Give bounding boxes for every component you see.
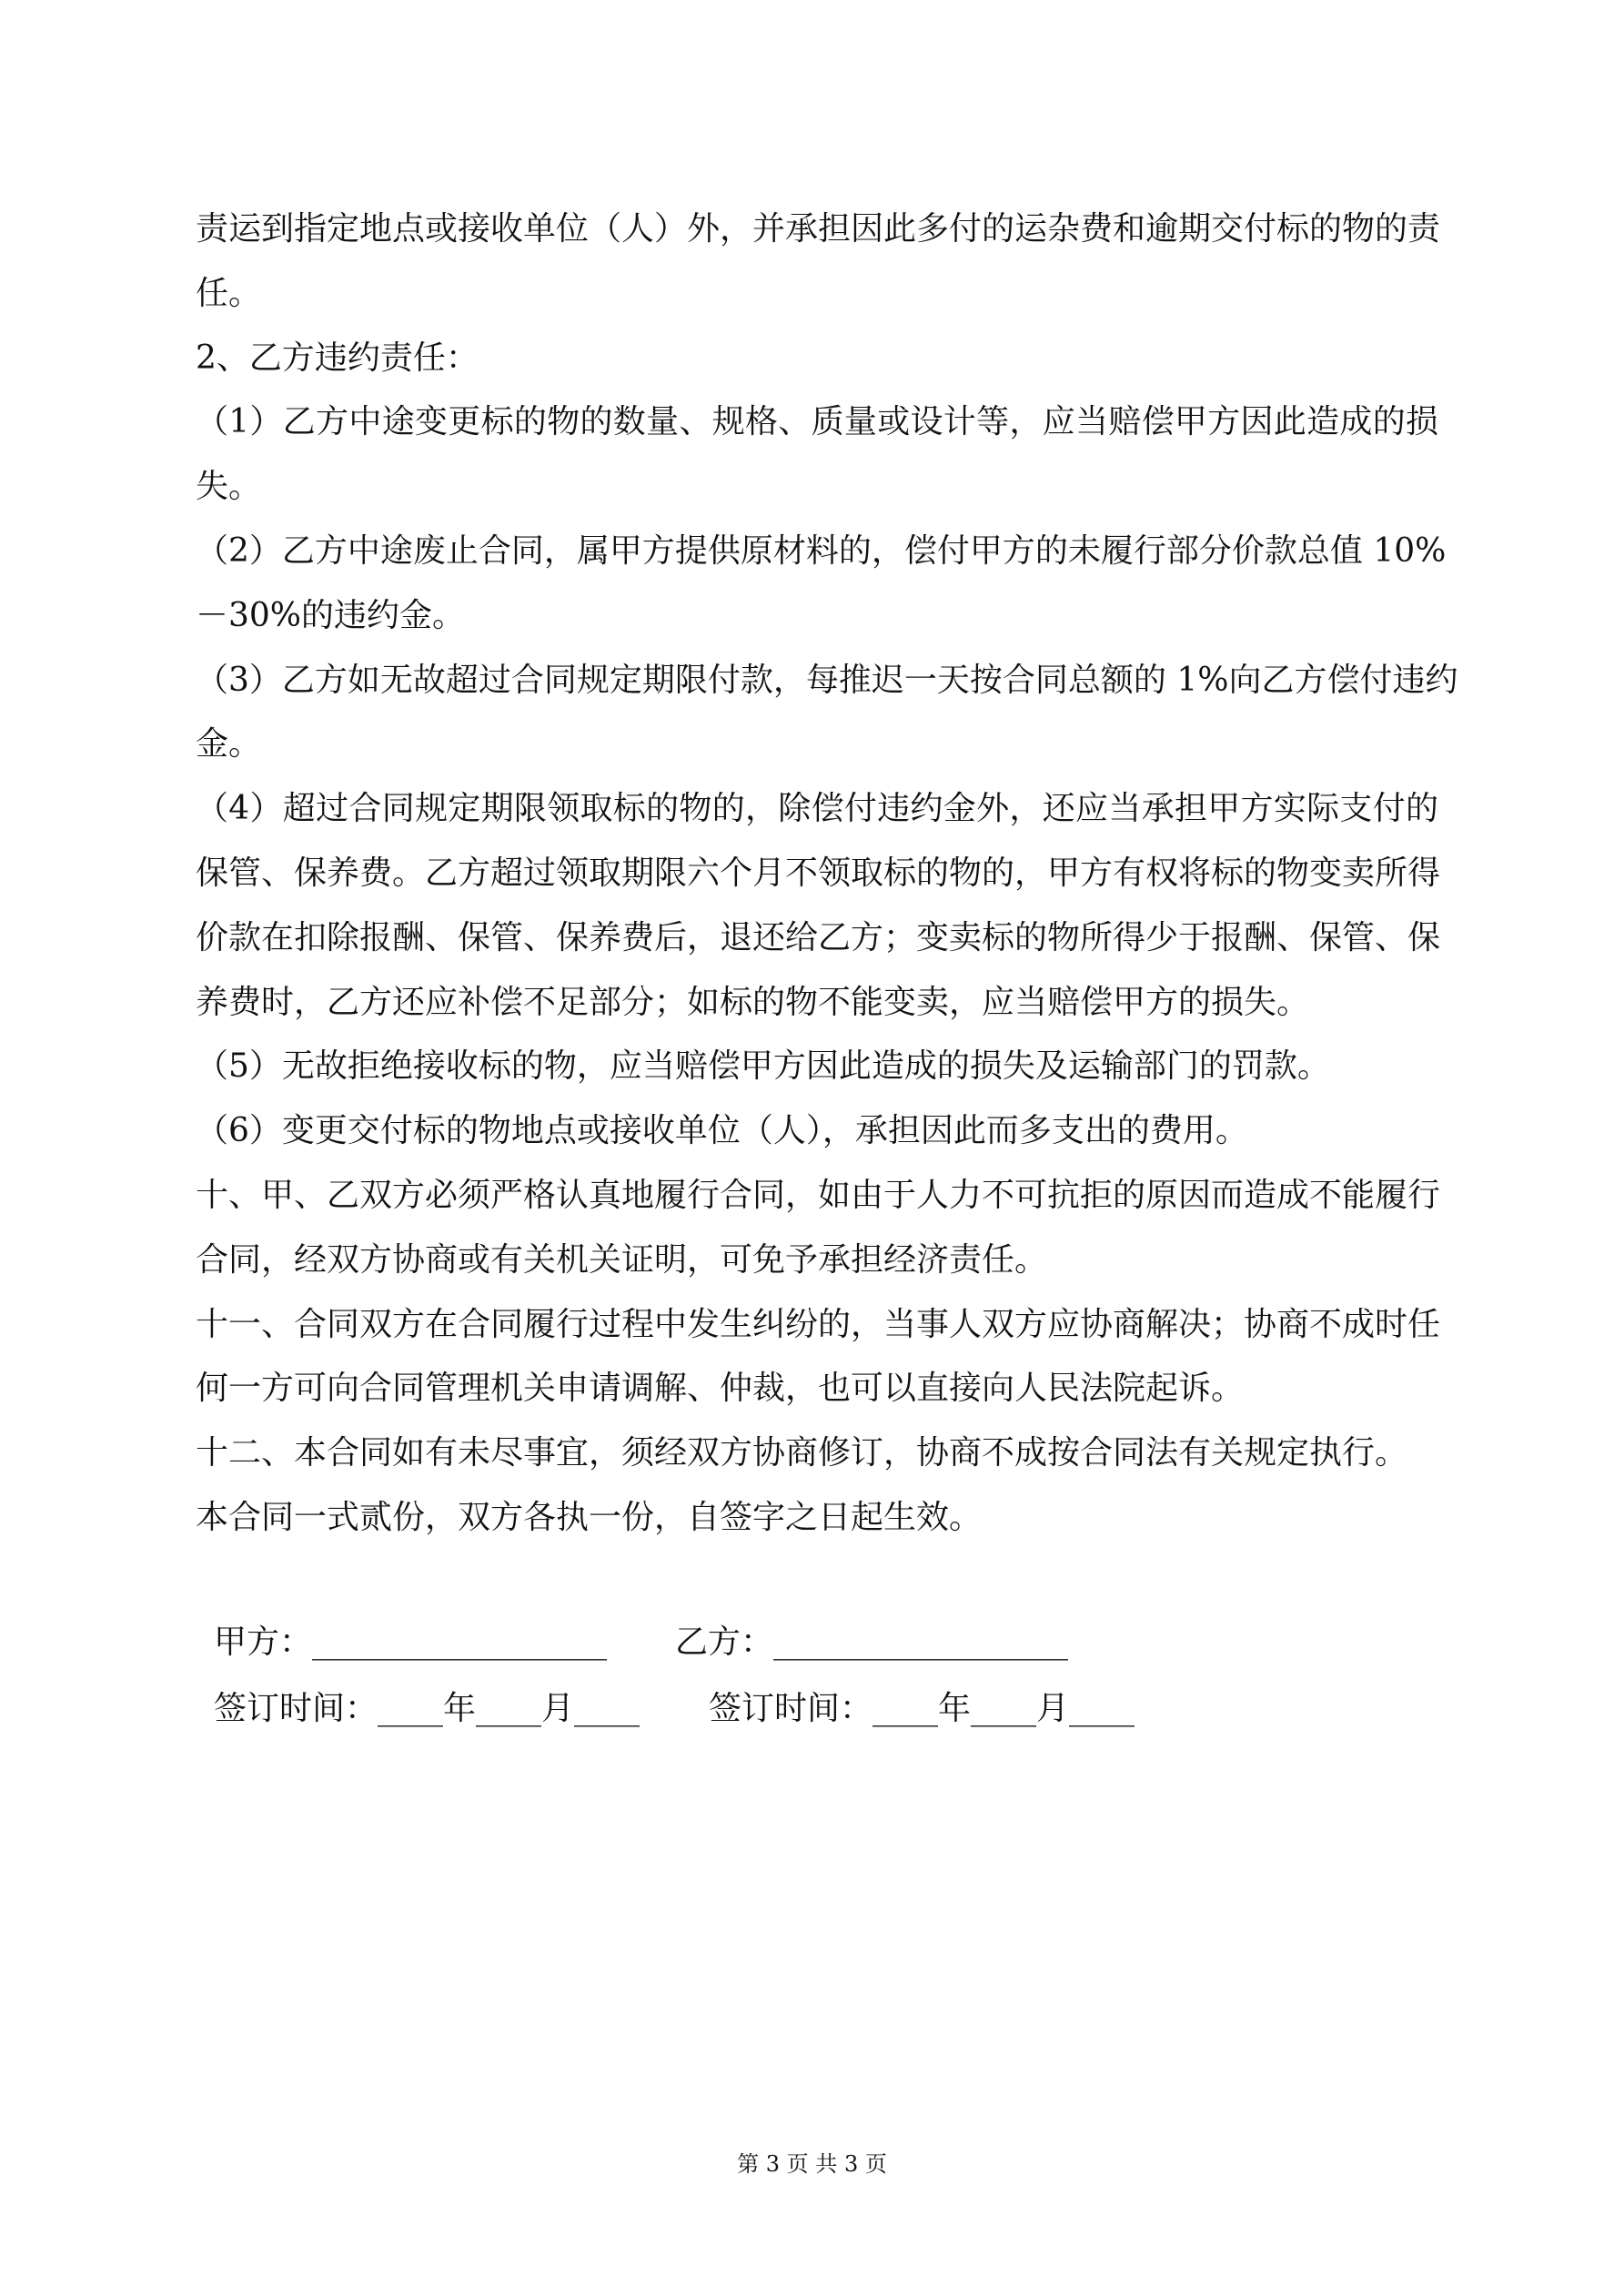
text-line: （6）变更交付标的物地点或接收单位（人），承担因此而多支出的费用。 [196, 1112, 1248, 1149]
party-b-date-field: 签订时间：____年____月____ [709, 1690, 1135, 1727]
text-line: 本合同一式贰份，双方各执一份，自签字之日起生效。 [196, 1499, 983, 1536]
party-a-signature-field: 甲方：__________________ [214, 1623, 608, 1661]
text-line: （1）乙方中途变更标的物的数量、规格、质量或设计等，应当赔偿甲方因此造成的损 [196, 403, 1438, 440]
text-line: （2）乙方中途废止合同，属甲方提供原材料的，偿付甲方的未履行部分价款总值 10% [196, 532, 1447, 570]
text-line: 价款在扣除报酬、保管、保养费后，退还给乙方；变卖标的物所得少于报酬、保管、保 [196, 919, 1441, 956]
text-line: 金。 [196, 725, 262, 763]
text-line: 十一、合同双方在合同履行过程中发生纠纷的，当事人双方应协商解决；协商不成时任 [196, 1306, 1441, 1343]
text-line: （5）无故拒绝接收标的物，应当赔偿甲方因此造成的损失及运输部门的罚款。 [196, 1047, 1330, 1085]
text-line: 合同，经双方协商或有关机关证明，可免予承担经济责任。 [196, 1241, 1048, 1279]
text-line: 养费时，乙方还应补偿不足部分；如标的物不能变卖，应当赔偿甲方的损失。 [196, 984, 1310, 1021]
text-line: 十、甲、乙双方必须严格认真地履行合同，如由于人力不可抗拒的原因而造成不能履行 [196, 1177, 1441, 1214]
text-line: （4）超过合同规定期限领取标的物的，除偿付违约金外，还应当承担甲方实际支付的 [196, 790, 1438, 827]
text-line: 责运到指定地点或接收单位（人）外，并承担因此多付的运杂费和逾期交付标的物的责 [196, 210, 1441, 248]
section-heading: 2、乙方违约责任： [196, 339, 479, 377]
party-b-signature-field: 乙方：__________________ [675, 1623, 1069, 1661]
text-line: （3）乙方如无故超过合同规定期限付款，每推迟一天按合同总额的 1%向乙方偿付违约 [196, 662, 1458, 699]
text-line: －30%的违约金。 [196, 597, 466, 634]
text-line: 保管、保养费。乙方超过领取期限六个月不领取标的物的，甲方有权将标的物变卖所得 [196, 855, 1441, 892]
party-a-date-field: 签订时间：____年____月____ [214, 1690, 641, 1727]
text-line: 任。 [196, 275, 262, 312]
text-line: 十二、本合同如有未尽事宜，须经双方协商修订，协商不成按合同法有关规定执行。 [196, 1434, 1408, 1472]
text-line: 何一方可向合同管理机关申请调解、仲裁，也可以直接向人民法院起诉。 [196, 1370, 1245, 1407]
text-line: 失。 [196, 468, 262, 505]
page-number-footer: 第 3 页 共 3 页 [737, 2151, 887, 2177]
